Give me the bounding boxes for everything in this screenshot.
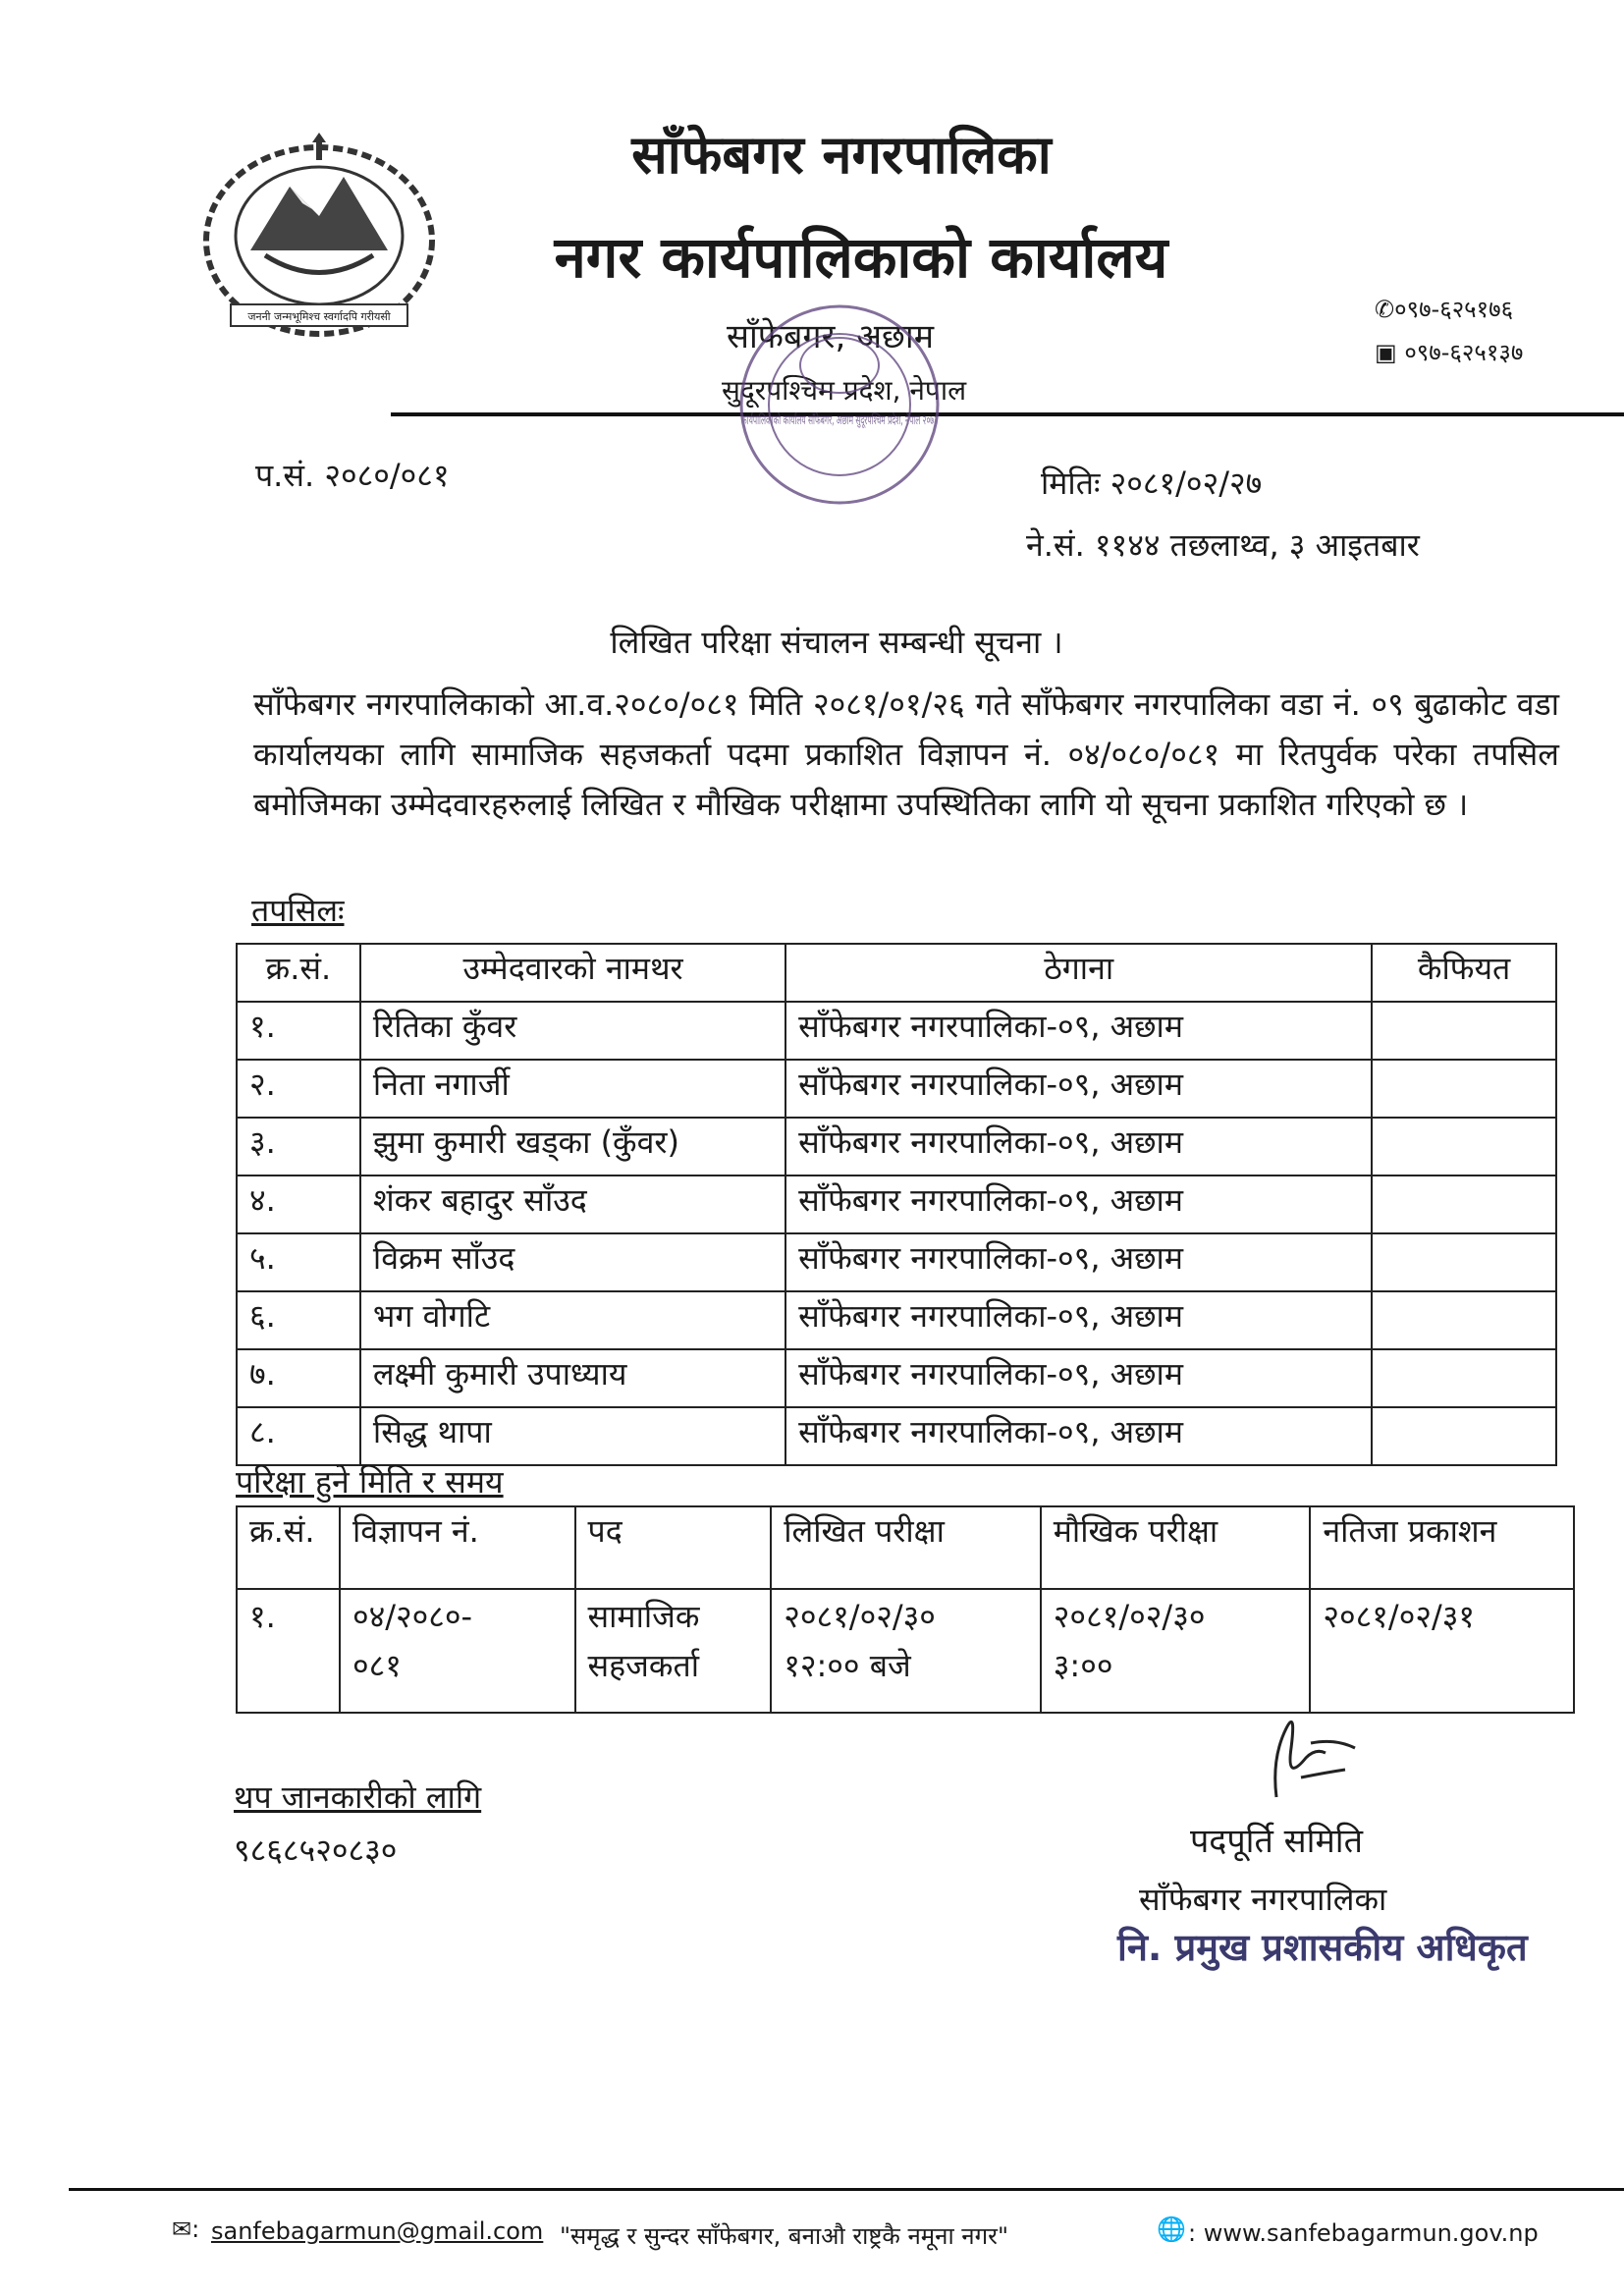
cell-name: विक्रम साँउद [360, 1233, 785, 1291]
table-header-row [237, 1506, 1574, 1589]
phone-number-1: ०९७-६२५१७६ [1394, 296, 1514, 323]
office-name: नगर कार्यपालिकाको कार्यालय [554, 224, 1168, 291]
cell-sn: ८. [237, 1407, 360, 1465]
oral-date: २०८१/०२/३० [1053, 1598, 1206, 1635]
post-line1: सामाजिक [587, 1598, 700, 1635]
cell-remarks [1372, 1233, 1556, 1291]
cell-ad-no [340, 1589, 575, 1713]
cell-remarks [1372, 1002, 1556, 1060]
table-row [237, 1407, 1556, 1465]
footer-slogan: "समृद्ध र सुन्दर साँफेबगर, बनाऔ राष्ट्रकै नमूना नगर" [560, 2222, 1008, 2250]
details-label: तपसिलः [251, 892, 345, 929]
footer-email[interactable]: sanfebagarmun@gmail.com [211, 2217, 544, 2245]
cell-address: साँफेबगर नगरपालिका-०९, अछाम [785, 1349, 1372, 1407]
post-line2: सहजकर्ता [587, 1647, 699, 1684]
cell-remarks [1372, 1175, 1556, 1233]
cell-remarks [1372, 1407, 1556, 1465]
office-location: साँफेबगर, अछाम [727, 317, 935, 356]
footer-website[interactable]: : www.sanfebagarmun.gov.np [1188, 2219, 1539, 2247]
ad-no-line1: ०४/२०८०- [352, 1598, 473, 1635]
exam-schedule-heading: परिक्षा हुने मिति र समय [236, 1463, 504, 1501]
cell-sn: १. [237, 1002, 360, 1060]
table-row [237, 1589, 1574, 1713]
cell-address: साँफेबगर नगरपालिका-०९, अछाम [785, 1118, 1372, 1175]
cell-name: शंकर बहादुर साँउद [360, 1175, 785, 1233]
cell-address: साँफेबगर नगरपालिका-०९, अछाम [785, 1233, 1372, 1291]
cell-name: निता नगार्जी [360, 1060, 785, 1118]
cell-name: झुमा कुमारी खड्का (कुँवर) [360, 1118, 785, 1175]
cell-written [771, 1589, 1041, 1713]
nepal-sambat-date: ने.सं. ११४४ तछलाथ्व, ३ आइतबार [1026, 526, 1420, 564]
exam-schedule-table [236, 1505, 1575, 1714]
cell-name: सिद्ध थापा [360, 1407, 785, 1465]
cell-remarks [1372, 1118, 1556, 1175]
cell-sn: ६. [237, 1291, 360, 1349]
written-time: १२:०० बजे [784, 1647, 911, 1684]
reference-number: प.सं. २०८०/०८१ [255, 457, 450, 494]
written-date: २०८१/०२/३० [784, 1598, 936, 1635]
header-written: लिखित परीक्षा [771, 1506, 1041, 1589]
header-post: पद [575, 1506, 772, 1589]
oral-time: ३:०० [1053, 1647, 1113, 1684]
more-info-label: थप जानकारीको लागि [234, 1778, 482, 1816]
header-oral: मौखिक परीक्षा [1041, 1506, 1311, 1589]
phone-line [1375, 293, 1513, 325]
table-header-row [237, 944, 1556, 1002]
phone-number-2: ०९७-६२५१३७ [1404, 339, 1524, 366]
signature-icon [1218, 1699, 1375, 1807]
header-result: नतिजा प्रकाशन [1310, 1506, 1574, 1589]
cell-remarks [1372, 1060, 1556, 1118]
globe-icon: 🌐 [1157, 2215, 1186, 2243]
notice-title: लिखित परिक्षा संचालन सम्बन्धी सूचना । [610, 624, 1063, 661]
notice-date: मितिः २०८१/०२/२७ [1041, 465, 1263, 502]
fax-line [1375, 336, 1523, 368]
cell-address: साँफेबगर नगरपालिका-०९, अछाम [785, 1291, 1372, 1349]
municipality-name: साँफेबगर नगरपालिका [631, 124, 1052, 186]
office-province: सुदूरपश्चिम प्रदेश, नेपाल [722, 374, 967, 407]
cell-name: लक्ष्मी कुमारी उपाध्याय [360, 1349, 785, 1407]
table-row [237, 1175, 1556, 1233]
table-row [237, 1349, 1556, 1407]
table-row [237, 1002, 1556, 1060]
cell-post [575, 1589, 772, 1713]
header-name: उम्मेदवारको नामथर [360, 944, 785, 1002]
cell-remarks [1372, 1291, 1556, 1349]
cell-result: २०८१/०२/३१ [1310, 1589, 1574, 1713]
cell-sn: ५. [237, 1233, 360, 1291]
svg-text:कार्यपालिकाको कार्यालय साँफेबग: कार्यपालिकाको कार्यालय साँफेबगर, अछाम सुदूरपश्चिम प्रदेश, नेपाल २०७३ [741, 413, 1087, 428]
officer-title: नि. प्रमुख प्रशासकीय अधिकृत [1117, 1926, 1528, 1969]
ad-no-line2: ०८१ [352, 1647, 402, 1684]
cell-sn: १. [237, 1589, 340, 1713]
cell-name: भग वोगटि [360, 1291, 785, 1349]
table-row [237, 1233, 1556, 1291]
header-ad-no: विज्ञापन नं. [340, 1506, 575, 1589]
contact-phone: ९८६८५२०८३० [234, 1831, 398, 1869]
signatory-municipality: साँफेबगर नगरपालिका [1139, 1881, 1387, 1918]
cell-sn: ७. [237, 1349, 360, 1407]
phone-icon: ✆ [1375, 296, 1395, 323]
candidates-table [236, 943, 1557, 1466]
cell-sn: ३. [237, 1118, 360, 1175]
fax-icon: ▣ [1375, 339, 1397, 366]
cell-remarks [1372, 1349, 1556, 1407]
email-icon: ✉: [172, 2215, 200, 2243]
committee-name: पदपूर्ति समिति [1190, 1822, 1363, 1861]
table-row [237, 1291, 1556, 1349]
cell-address: साँफेबगर नगरपालिका-०९, अछाम [785, 1002, 1372, 1060]
table-row [237, 1118, 1556, 1175]
cell-sn: २. [237, 1060, 360, 1118]
header-sn: क्र.सं. [237, 1506, 340, 1589]
office-stamp-icon [727, 297, 1087, 513]
cell-address: साँफेबगर नगरपालिका-०९, अछाम [785, 1060, 1372, 1118]
notice-body: साँफेबगर नगरपालिकाको आ.व.२०८०/०८१ मिति २०८१/०१/२६ गते साँफेबगर नगरपालिका वडा नं. ०९ बुढाकोट वडा कार्यालयका लागि सामाजिक सहजकर्ता पदमा प्रकाशित विज्ञापन नं. ०४/०८०/०८१ मा रितपुर्वक परेका तपसिल बमोजिमका उम्मेदवारहरुलाई लिखित र मौखिक परीक्षामा उपस्थितिका लागि यो सूचना प्रकाशित गरिएको छ । [253, 685, 1559, 823]
footer-divider [69, 2188, 1624, 2191]
cell-address: साँफेबगर नगरपालिका-०९, अछाम [785, 1407, 1372, 1465]
cell-oral [1041, 1589, 1311, 1713]
cell-address: साँफेबगर नगरपालिका-०९, अछाम [785, 1175, 1372, 1233]
table-row [237, 1060, 1556, 1118]
header-remarks: कैफियत [1372, 944, 1556, 1002]
header-address: ठेगाना [785, 944, 1372, 1002]
svg-text:जननी जन्मभूमिश्च स्वर्गादपि गर: जननी जन्मभूमिश्च स्वर्गादपि गरीयसी [247, 310, 391, 323]
cell-sn: ४. [237, 1175, 360, 1233]
header-divider [391, 412, 1624, 416]
cell-name: रितिका कुँवर [360, 1002, 785, 1060]
header-sn: क्र.सं. [237, 944, 360, 1002]
